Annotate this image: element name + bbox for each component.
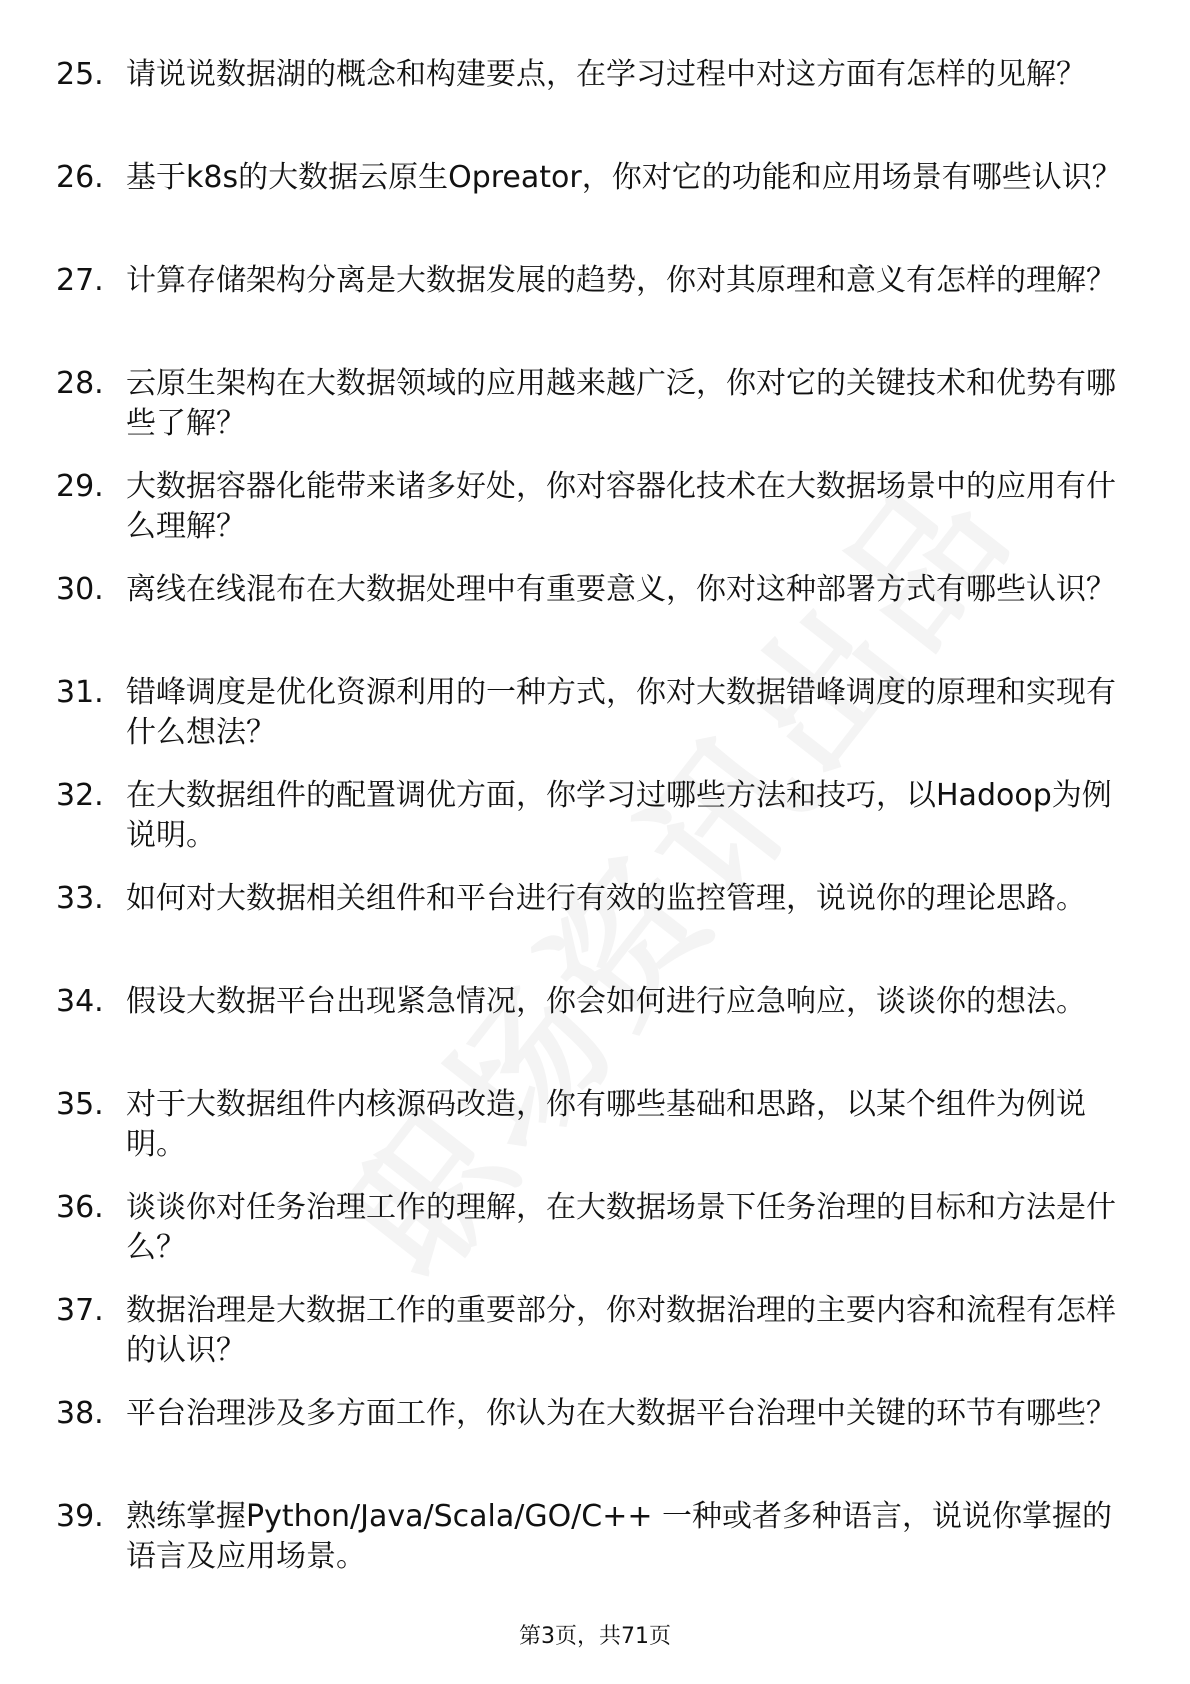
question-number: 26. — [56, 160, 104, 195]
question-text: 计算存储架构分离是大数据发展的趋势，你对其原理和意义有怎样的理解？ — [126, 263, 1116, 298]
question-number: 33. — [56, 881, 104, 916]
question-number: 29. — [56, 469, 104, 504]
question-text: 数据治理是大数据工作的重要部分，你对数据治理的主要内容和流程有怎样的认识？ — [126, 1293, 1116, 1368]
question-item — [0, 982, 1190, 1085]
question-item — [0, 673, 1190, 776]
question-number: 39. — [56, 1499, 104, 1534]
question-text: 在大数据组件的配置调优方面，你学习过哪些方法和技巧，以Hadoop为例说明。 — [126, 778, 1112, 853]
question-number: 36. — [56, 1190, 104, 1225]
question-number: 31. — [56, 675, 104, 710]
question-item — [0, 1394, 1190, 1497]
question-text: 对于大数据组件内核源码改造，你有哪些基础和思路，以某个组件为例说明。 — [126, 1087, 1086, 1162]
question-item — [0, 776, 1190, 879]
question-item — [0, 570, 1190, 673]
question-number: 27. — [56, 263, 104, 298]
question-text: 请说说数据湖的概念和构建要点，在学习过程中对这方面有怎样的见解？ — [126, 57, 1086, 92]
question-number: 37. — [56, 1293, 104, 1328]
question-item — [0, 1497, 1190, 1600]
question-item — [0, 1291, 1190, 1394]
question-item — [0, 261, 1190, 364]
question-number: 35. — [56, 1087, 104, 1122]
question-list — [0, 55, 1190, 1600]
question-text: 大数据容器化能带来诸多好处，你对容器化技术在大数据场景中的应用有什么理解？ — [126, 469, 1116, 544]
question-text: 假设大数据平台出现紧急情况，你会如何进行应急响应，谈谈你的想法。 — [126, 984, 1086, 1019]
question-text: 平台治理涉及多方面工作，你认为在大数据平台治理中关键的环节有哪些？ — [126, 1396, 1116, 1431]
question-item — [0, 1188, 1190, 1291]
question-item — [0, 1085, 1190, 1188]
question-item — [0, 879, 1190, 982]
question-text: 基于k8s的大数据云原生Opreator，你对它的功能和应用场景有哪些认识？ — [126, 160, 1122, 195]
question-number: 32. — [56, 778, 104, 813]
question-item — [0, 364, 1190, 467]
question-number: 34. — [56, 984, 104, 1019]
question-item — [0, 467, 1190, 570]
question-text: 错峰调度是优化资源利用的一种方式，你对大数据错峰调度的原理和实现有什么想法？ — [126, 675, 1116, 750]
page-footer: 第3页，共71页 — [519, 1624, 671, 1649]
question-number: 28. — [56, 366, 104, 401]
question-text: 离线在线混布在大数据处理中有重要意义，你对这种部署方式有哪些认识？ — [126, 572, 1116, 607]
question-number: 38. — [56, 1396, 104, 1431]
question-item — [0, 55, 1190, 158]
question-text: 云原生架构在大数据领域的应用越来越广泛，你对它的关键技术和优势有哪些了解？ — [126, 366, 1116, 441]
question-text: 熟练掌握Python/Java/Scala/GO/C++ 一种或者多种语言，说说你掌握的语言及应用场景。 — [126, 1499, 1113, 1574]
question-number: 30. — [56, 572, 104, 607]
question-text: 如何对大数据相关组件和平台进行有效的监控管理，说说你的理论思路。 — [126, 881, 1086, 916]
question-text: 谈谈你对任务治理工作的理解，在大数据场景下任务治理的目标和方法是什么？ — [126, 1190, 1116, 1265]
question-number: 25. — [56, 57, 104, 92]
question-item — [0, 158, 1190, 261]
